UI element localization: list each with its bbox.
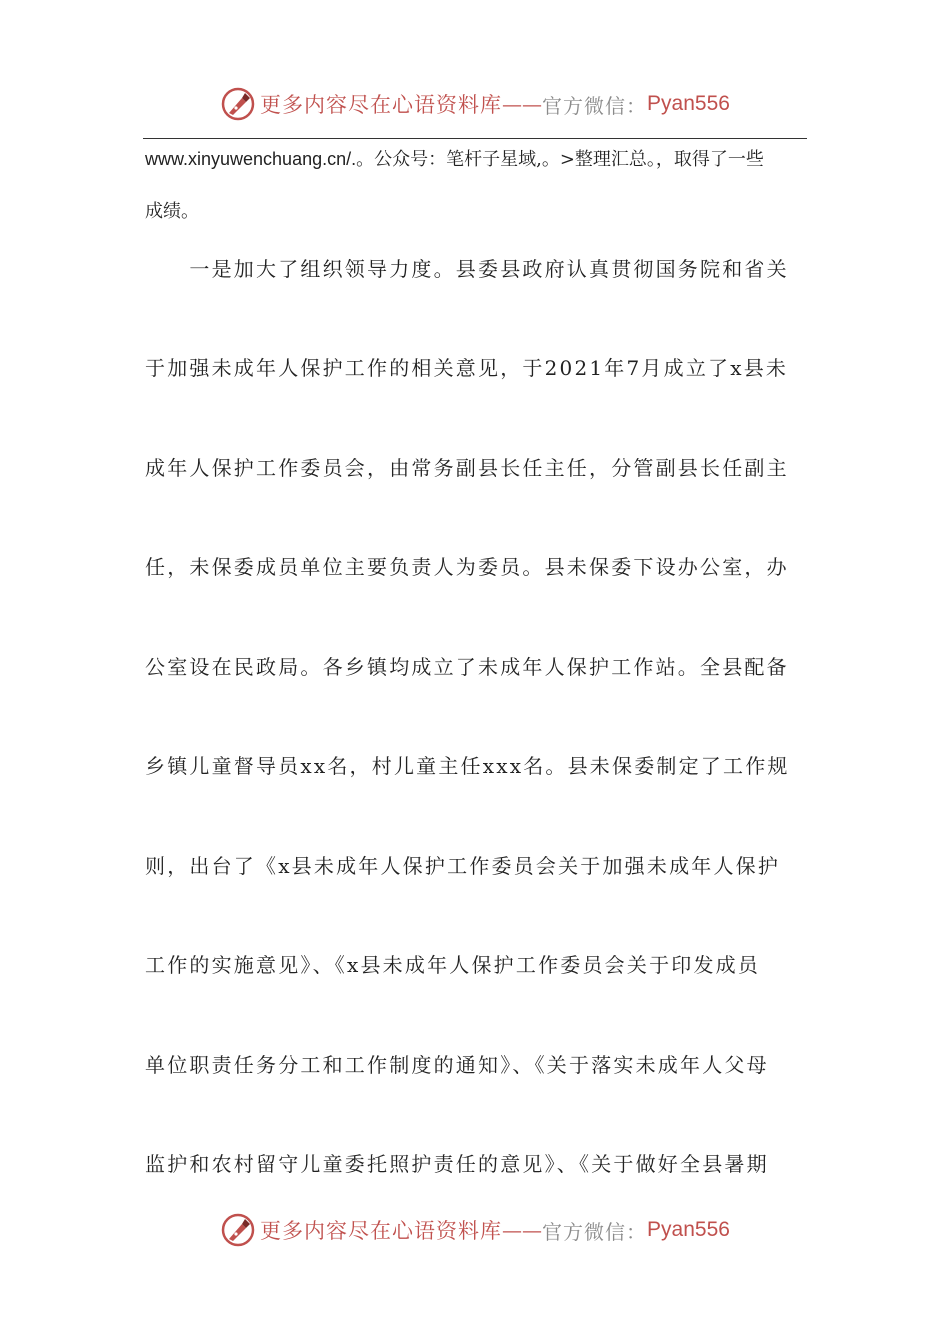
paragraph-line: 任，未保委成员单位主要负责人为委员。县未保委下设办公室，办 [145,555,789,579]
pen-nib-icon [220,86,256,122]
pen-nib-icon [220,1212,256,1248]
paragraph-line: 乡镇儿童督导员xx名，村儿童主任xxx名。县未保委制定了工作规 [145,754,790,778]
paragraph-line: 公室设在民政局。各乡镇均成立了未成年人保护工作站。全县配备 [145,655,789,679]
paragraph-line: 一是加大了组织领导力度。县委县政府认真贯彻国务院和省关 [145,257,789,281]
header-banner [0,82,950,126]
site-url[interactable]: www.xinyuwenchuang.cn/. [145,149,357,169]
document-body [145,145,795,226]
paragraph-line: 于加强未成年人保护工作的相关意见，于2021年7月成立了x县未 [145,356,789,380]
paragraph-line: 成年人保护工作委员会，由常务副县长任主任，分管副县长任副主 [145,456,789,480]
header-rule [143,138,807,139]
footer-banner [0,1208,950,1252]
site-name: 更多内容尽在心语资料库 [260,93,503,117]
lead-line-2: 成绩。 [145,201,199,222]
banner-dash: —— [502,1218,543,1242]
lead-line-1 [145,145,795,174]
paragraph-line: 则，出台了《x县未成年人保护工作委员会关于加强未成年人保护 [145,854,781,878]
site-name: 更多内容尽在心语资料库 [260,1219,503,1243]
lead-line-1-rest: 。公众号：笔杆子星域,。>整理汇总。，取得了一些 [356,149,764,170]
paragraph-line: 工作的实施意见》、《x县未成年人保护工作委员会关于印发成员 [145,953,761,977]
wechat-id: Pyan556 [647,92,730,115]
banner-dash: —— [502,92,543,116]
wechat-label: 官方微信： [542,93,648,118]
wechat-label: 官方微信： [542,1219,648,1244]
paragraph-line: 监护和农村留守儿童委托照护责任的意见》、《关于做好全县暑期 [145,1152,769,1176]
wechat-id: Pyan556 [647,1218,730,1241]
paragraph-line: 单位职责任务分工和工作制度的通知》、《关于落实未成年人父母 [145,1053,769,1077]
